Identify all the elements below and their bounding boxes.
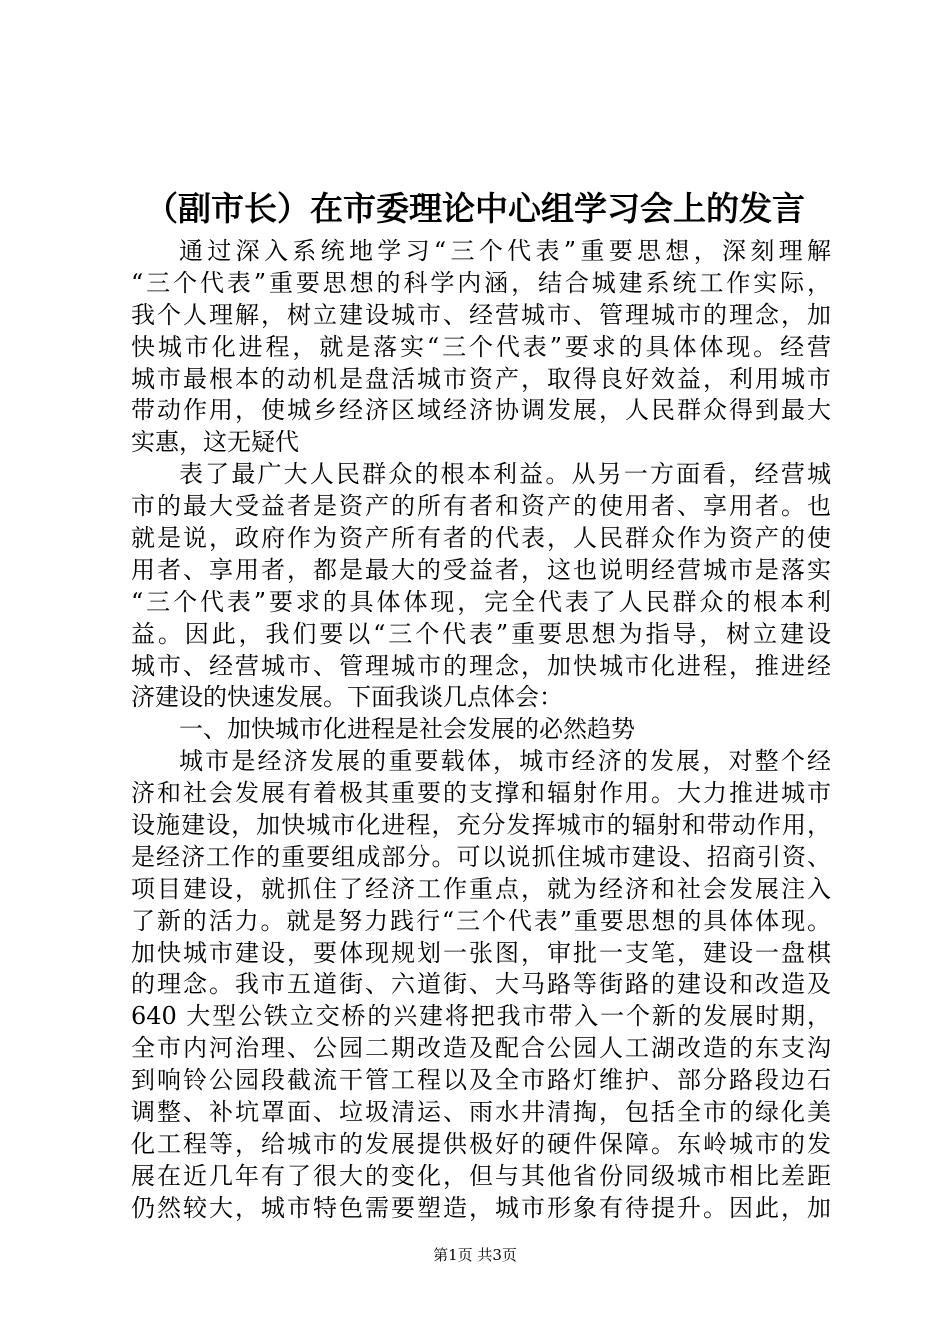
- text-line: 加快城市建设，要体现规划一张图，审批一支笔，建设一盘棋: [131, 938, 831, 967]
- text-line: “三个代表”重要思想的科学内涵，结合城建系统工作实际，: [131, 268, 831, 297]
- text-line: 就是说，政府作为资产所有者的代表，人民群众作为资产的使: [131, 524, 831, 553]
- text-line: 设施建设，加快城市化进程，充分发挥城市的辐射和带动作用，: [131, 811, 831, 840]
- text-line: 全市内河治理、公园二期改造及配合公园人工湖改造的东支沟: [131, 1034, 831, 1063]
- text-line: 项目建设，就抓住了经济工作重点，就为经济和社会发展注入: [131, 874, 831, 903]
- document-body: [131, 236, 831, 1225]
- text-line: 仍然较大，城市特色需要塑造，城市形象有待提升。因此，加: [131, 1193, 831, 1222]
- text-line: 的理念。我市五道街、六道街、大马路等街路的建设和改造及: [131, 970, 831, 999]
- text-line: 实惠，这无疑代: [131, 428, 299, 457]
- section-heading: 一、加快城市化进程是社会发展的必然趋势: [179, 715, 635, 744]
- text-line: “三个代表”要求的具体体现，完全代表了人民群众的根本利: [131, 587, 831, 616]
- text-line: 济和社会发展有着极其重要的支撑和辐射作用。大力推进城市: [131, 779, 831, 808]
- text-line: 表了最广大人民群众的根本利益。从另一方面看，经营城: [179, 460, 831, 489]
- text-line: 是经济工作的重要组成部分。可以说抓住城市建设、招商引资、: [131, 842, 831, 871]
- text-line: 城市、经营城市、管理城市的理念，加快城市化进程，推进经: [131, 651, 831, 680]
- text-line: 调整、补坑罩面、垃圾清运、雨水井清掏，包括全市的绿化美: [131, 1098, 831, 1127]
- text-line: 益。因此，我们要以“三个代表”重要思想为指导，树立建设: [131, 619, 831, 648]
- text-line: 用者、享用者，都是最大的受益者，这也说明经营城市是落实: [131, 555, 831, 584]
- text-line: 带动作用，使城乡经济区域经济协调发展，人民群众得到最大: [131, 396, 831, 425]
- text-line: 城市最根本的动机是盘活城市资产，取得良好效益，利用城市: [131, 364, 831, 393]
- text-line: 济建设的快速发展。下面我谈几点体会：: [131, 683, 563, 712]
- document-title: （副市长）在市委理论中心组学习会上的发言: [145, 189, 805, 228]
- text-line: 我个人理解，树立建设城市、经营城市、管理城市的理念，加: [131, 300, 831, 329]
- text-line: 快城市化进程，就是落实“三个代表”要求的具体体现。经营: [131, 332, 831, 361]
- text-line: 市的最大受益者是资产的所有者和资产的使用者、享用者。也: [131, 492, 831, 521]
- text-line: 通过深入系统地学习“三个代表”重要思想，深刻理解: [179, 237, 831, 265]
- text-line: 城市是经济发展的重要载体，城市经济的发展，对整个经: [179, 747, 831, 776]
- page-footer: 第1页 共3页: [433, 1246, 517, 1264]
- text-line: 了新的活力。就是努力践行“三个代表”重要思想的具体体现。: [131, 906, 831, 935]
- text-line: 化工程等，给城市的发展提供极好的硬件保障。东岭城市的发: [131, 1129, 831, 1158]
- text-line: 展在近几年有了很大的变化，但与其他省份同级城市相比差距: [131, 1161, 831, 1190]
- text-line: 640 大型公铁立交桥的兴建将把我市带入一个新的发展时期，: [131, 1002, 831, 1031]
- text-line: 到响铃公园段截流干管工程以及全市路灯维护、部分路段边石: [131, 1066, 831, 1095]
